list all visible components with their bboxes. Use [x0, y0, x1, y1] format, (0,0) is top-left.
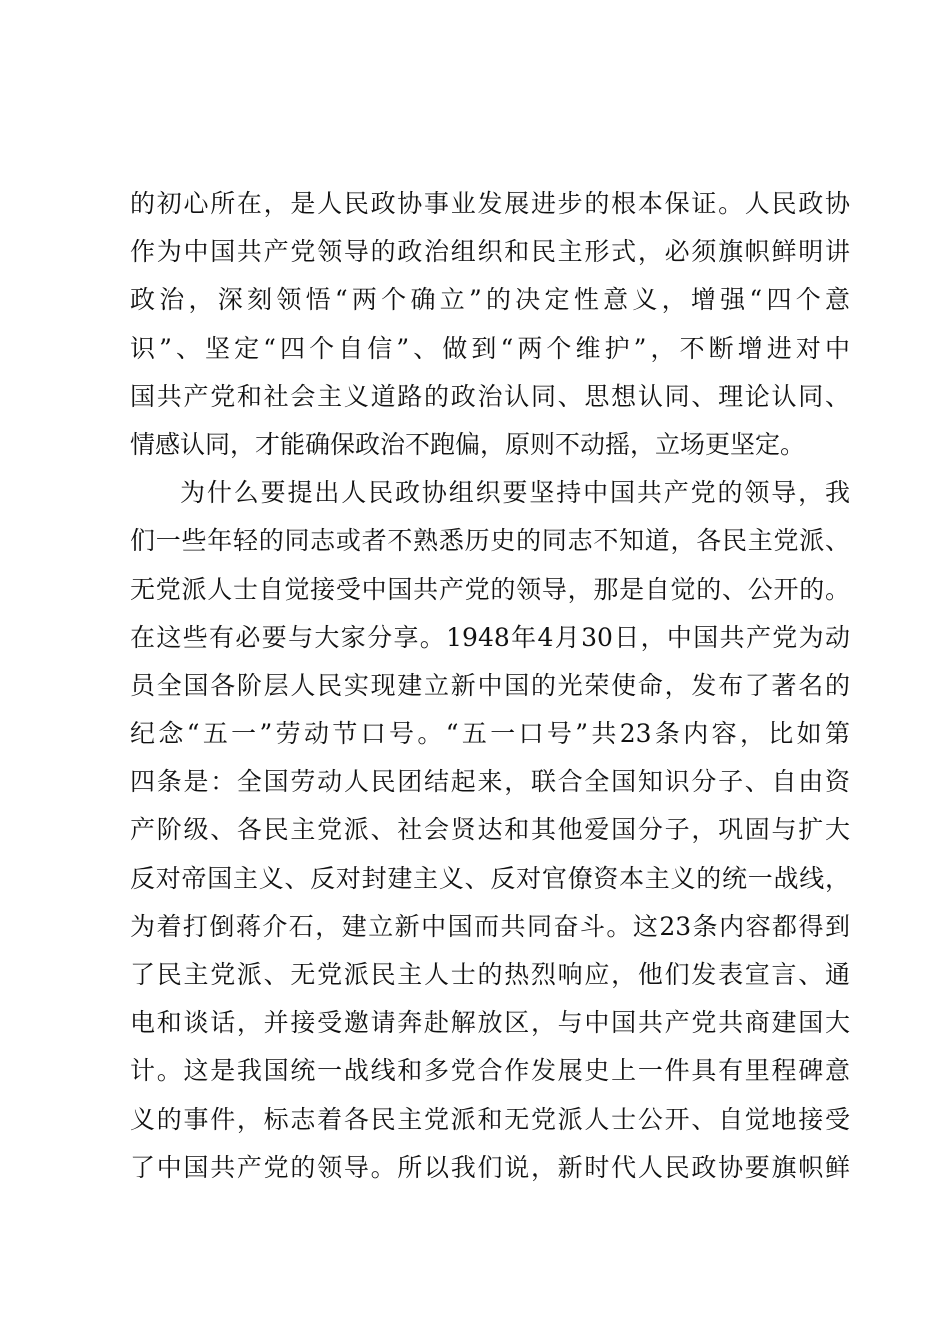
text-line: 了中国共产党的领导。所以我们说，新时代人民政协要旗帜鲜: [130, 1152, 850, 1182]
text-line: 政治，深刻领悟“两个确立”的决定性意义，增强“四个意: [130, 285, 850, 315]
text-line: 义的事件，标志着各民主党派和无党派人士公开、自觉地接受: [130, 1104, 850, 1134]
text-line: 为什么要提出人民政协组织要坚持中国共产党的领导，我: [180, 478, 850, 508]
text-line: 电和谈话，并接受邀请奔赴解放区，与中国共产党共商建国大: [130, 1008, 850, 1038]
text-line: 员全国各阶层人民实现建立新中国的光荣使命，发布了著名的: [130, 670, 850, 700]
body-text: [130, 180, 850, 1192]
text-line: 的初心所在，是人民政协事业发展进步的根本保证。人民政协: [130, 189, 850, 218]
paragraph-1: [130, 180, 850, 469]
text-line: 计。这是我国统一战线和多党合作发展史上一件具有里程碑意: [130, 1056, 850, 1086]
text-line: 作为中国共产党领导的政治组织和民主形式，必须旗帜鲜明讲: [130, 237, 850, 267]
text-line: 纪念“五一”劳动节口号。“五一口号”共23条内容，比如第: [130, 719, 850, 749]
text-line: 为着打倒蒋介石，建立新中国而共同奋斗。这23条内容都得到: [130, 911, 850, 941]
text-line: 国共产党和社会主义道路的政治认同、思想认同、理论认同、: [130, 381, 850, 411]
paragraph-2: [130, 469, 850, 1192]
text-line: 反对帝国主义、反对封建主义、反对官僚资本主义的统一战线，: [130, 863, 850, 893]
text-line: 四条是：全国劳动人民团结起来，联合全国知识分子、自由资: [130, 767, 850, 797]
text-line: 情感认同，才能确保政治不跑偏，原则不动摇，立场更坚定。: [130, 429, 806, 459]
text-line: 无党派人士自觉接受中国共产党的领导，那是自觉的、公开的。: [130, 574, 850, 604]
text-line: 识”、坚定“四个自信”、做到“两个维护”，不断增进对中: [130, 333, 850, 363]
text-line: 产阶级、各民主党派、社会贤达和其他爱国分子，巩固与扩大: [130, 815, 850, 845]
text-line: 们一些年轻的同志或者不熟悉历史的同志不知道，各民主党派、: [130, 526, 850, 556]
text-line: 在这些有必要与大家分享。1948年4月30日，中国共产党为动: [130, 622, 850, 652]
text-line: 了民主党派、无党派民主人士的热烈响应，他们发表宣言、通: [130, 960, 850, 989]
